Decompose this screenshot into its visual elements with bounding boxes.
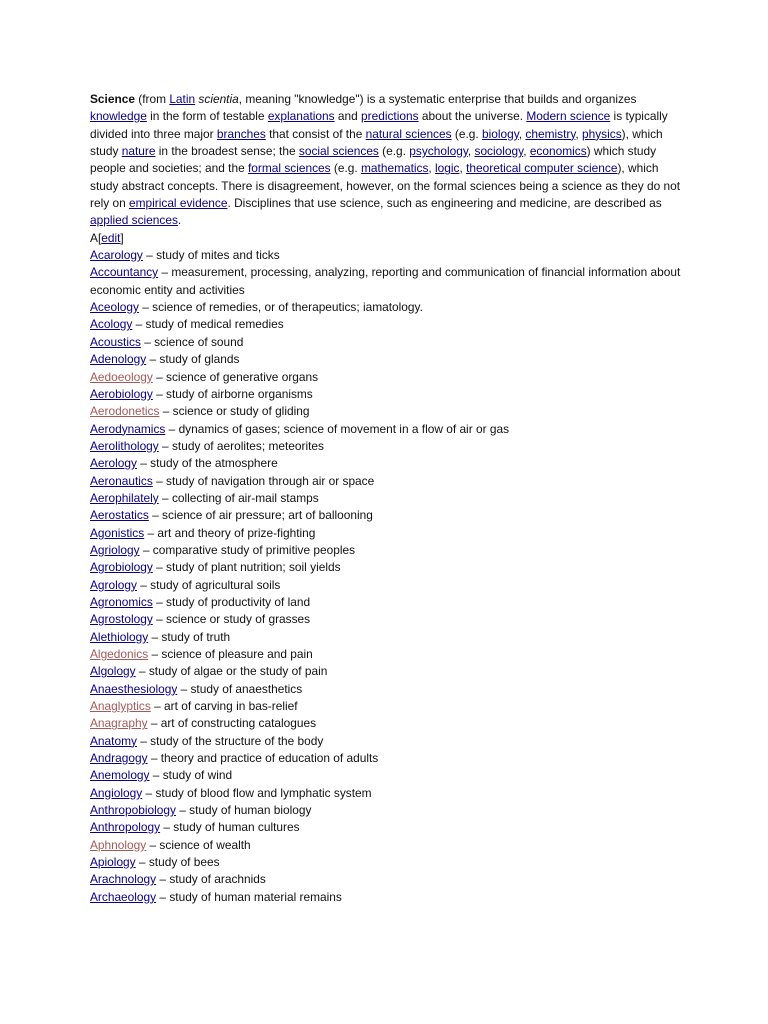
term-definition: – study of human material remains [156,889,342,904]
term-item [90,629,690,646]
intro-link-biology[interactable]: biology [481,126,519,141]
intro-link-formal-sciences[interactable]: formal sciences [248,161,331,176]
intro-link-applied-sciences[interactable]: applied sciences [90,213,178,228]
term-link[interactable]: Aedoeology [90,369,153,384]
intro-text-run: , [518,126,526,141]
term-link[interactable]: Aerodynamics [90,421,166,436]
term-link[interactable]: Aceology [90,300,139,315]
intro-link-latin[interactable]: Latin [169,92,196,106]
term-definition: – study of truth [148,629,231,644]
term-link[interactable]: Aerostatics [90,508,149,523]
term-definition: – theory and practice of education of adults [147,751,379,766]
intro-text-run: ) which study people and societies; and the [90,144,657,176]
term-definition: – art and theory of prize-fighting [144,525,316,540]
terms-list [90,247,690,906]
term-link[interactable]: Aeronautics [90,473,153,488]
term-link[interactable]: Aerology [90,456,137,471]
intro-text-run: in the broadest sense; the [155,144,299,159]
term-link[interactable]: Anaesthesiology [90,681,178,696]
term-definition: – study of mites and ticks [142,248,280,263]
intro-bold-term: Science [90,92,135,106]
term-link[interactable]: Agonistics [90,525,145,540]
term-item [90,316,690,333]
term-definition: – study of plant nutrition; soil yields [152,560,341,575]
intro-text-run: , [459,161,467,176]
intro-paragraph [90,91,690,230]
term-definition: – comparative study of primitive peoples [139,542,356,557]
term-item [90,646,690,663]
term-definition: – study of navigation through air or space [152,473,375,488]
term-link[interactable]: Anatomy [90,733,137,748]
term-item [90,247,690,264]
intro-text-run: (e.g. [451,126,482,141]
term-definition: – study of the atmosphere [136,456,278,471]
term-item [90,750,690,767]
intro-text-run: in the form of testable [146,109,268,124]
term-definition: – science of air pressure; art of ballooning [148,508,373,523]
term-link[interactable]: Apiology [90,855,136,870]
term-link[interactable]: Aerobiology [90,386,153,401]
intro-link-empirical-evidence[interactable]: empirical evidence [129,196,228,211]
intro-link-explanations[interactable]: explanations [267,109,335,124]
term-link[interactable]: Agrobiology [90,560,153,575]
intro-text [90,91,690,230]
term-item [90,577,690,594]
term-link[interactable]: Aerophilately [90,490,159,505]
intro-link-psychology[interactable]: psychology [409,144,468,159]
intro-text-run: , [523,144,530,159]
intro-text-run: (e.g. [330,161,362,176]
intro-link-knowledge[interactable]: knowledge [90,109,147,124]
term-link[interactable]: Agronomics [90,594,153,609]
term-definition: – study of glands [146,352,240,367]
term-link[interactable]: Acology [90,317,133,332]
term-item [90,715,690,732]
intro-text-run: ), which study abstract concepts. There is disagreement, however, on the formal sciences being a science as they do not rely on [90,161,681,211]
term-item [90,889,690,906]
term-item [90,473,690,490]
intro-link-theoretical-computer-science[interactable]: theoretical computer science [466,161,618,176]
term-item [90,490,690,507]
term-link[interactable]: Adenology [90,352,147,367]
intro-text-run: (from [134,92,170,106]
term-definition: – science of remedies, or of therapeutics; iamatology. [138,300,423,315]
edit-bracket-close: ] [120,230,124,245]
term-definition: – study of algae or the study of pain [135,664,328,679]
intro-text-run: is typically divided into three major [90,109,668,141]
term-item [90,785,690,802]
term-link[interactable]: Anthropobiology [90,803,176,818]
term-link[interactable]: Andragogy [90,751,148,766]
term-definition: – study of medical remedies [132,317,284,332]
intro-link-predictions[interactable]: predictions [361,109,419,124]
term-definition: – study of productivity of land [152,594,311,609]
term-item [90,802,690,819]
term-item [90,871,690,888]
term-definition: – art of carving in bas-relief [150,699,298,714]
term-definition: – study of the structure of the body [136,733,324,748]
term-link[interactable]: Archaeology [90,889,157,904]
intro-link-economics[interactable]: economics [529,144,587,159]
term-link[interactable]: Aerodonetics [90,404,160,419]
intro-text-run: ), which study [90,126,663,159]
edit-link[interactable]: edit [101,230,121,245]
term-link[interactable]: Algology [90,664,136,679]
intro-text-run: , meaning "knowledge") is a systematic enterprise that builds and organizes [238,92,637,106]
term-link[interactable]: Angiology [90,785,143,800]
term-definition: – science of pleasure and pain [148,647,313,661]
document-page [90,91,690,906]
intro-link-mathematics[interactable]: mathematics [361,161,429,176]
term-link[interactable]: Aerolithology [90,438,159,453]
intro-italic-term: scientia [198,92,239,106]
intro-link-branches[interactable]: branches [216,126,266,141]
term-item [90,767,690,784]
term-link[interactable]: Acarology [90,248,143,263]
term-definition: – art of constructing catalogues [147,716,317,731]
term-definition: – measurement, processing, analyzing, reporting and communication of financial information about economic entity and activities [90,265,681,297]
intro-link-nature[interactable]: nature [121,144,156,159]
term-link[interactable]: Anthropology [90,820,161,835]
term-definition: – dynamics of gases; science of movement in a flow of air or gas [165,421,510,436]
term-link[interactable]: Anaglyptics [90,699,151,714]
term-link[interactable]: Accountancy [90,265,159,280]
term-item [90,264,690,299]
term-definition: – science or study of gliding [159,404,310,419]
intro-link-chemistry[interactable]: chemistry [525,126,576,141]
term-item [90,733,690,750]
term-link[interactable]: Agrology [90,577,137,592]
term-item [90,837,690,854]
intro-text-run: that consist of the [265,126,366,141]
intro-link-logic[interactable]: logic [435,161,460,176]
term-item [90,559,690,576]
intro-text-run: about the universe. [418,109,527,124]
term-item [90,525,690,542]
term-item [90,438,690,455]
term-item [90,854,690,871]
intro-text-run: . Disciplines that use science, such as engineering and medicine, are described as [227,196,662,211]
term-definition: – study of blood flow and lymphatic system [142,785,372,800]
section-header-a [90,230,690,247]
section-letter: A [90,230,98,245]
term-definition: – study of anaesthetics [177,681,303,696]
intro-link-natural-sciences[interactable]: natural sciences [365,126,452,141]
intro-text-run: , [575,126,583,141]
term-link[interactable]: Arachnology [90,872,157,887]
term-definition: – study of agricultural soils [136,577,281,592]
term-item [90,681,690,698]
term-item [90,507,690,524]
term-item [90,299,690,316]
intro-link-physics[interactable]: physics [582,126,622,141]
term-item [90,663,690,680]
term-link[interactable]: Aphnology [90,837,147,852]
term-item [90,334,690,351]
term-definition: – study of wind [149,768,233,783]
term-definition: – collecting of air-mail stamps [158,490,319,505]
term-definition: – study of aerolites; meteorites [158,438,324,453]
term-item [90,386,690,403]
term-item [90,455,690,472]
intro-text-run: and [334,109,362,124]
term-definition: – science or study of grasses [152,612,311,627]
term-item [90,611,690,628]
term-definition: – science of generative organs [152,369,319,384]
intro-text-run: . [177,213,182,228]
term-definition: – science of sound [140,334,244,349]
term-link[interactable]: Algedonics [90,647,149,661]
edit-bracket-open: [ [97,230,102,245]
term-definition: – science of wealth [146,837,251,852]
term-definition: – study of human biology [175,803,312,818]
term-item [90,594,690,611]
term-definition: – study of arachnids [156,872,266,887]
term-link[interactable]: Anagraphy [90,716,148,731]
term-link[interactable]: Alethiology [90,629,149,644]
term-item [90,421,690,438]
term-link[interactable]: Agrostology [90,612,153,627]
term-definition: – study of airborne organisms [152,386,313,401]
term-definition: – study of bees [135,855,220,870]
term-item [90,369,690,386]
intro-link-modern-science[interactable]: Modern science [526,109,611,124]
intro-link-sociology[interactable]: sociology [474,144,524,159]
intro-text-run: , [467,144,475,159]
term-item [90,698,690,715]
term-definition: – study of human cultures [160,820,300,835]
term-item [90,351,690,368]
intro-text-run: (e.g. [378,144,410,159]
term-item [90,403,690,420]
intro-link-social-sciences[interactable]: social sciences [298,144,379,159]
term-link[interactable]: Acoustics [90,334,141,349]
intro-text-run: , [428,161,436,176]
term-item [90,819,690,836]
term-item [90,542,690,559]
term-link[interactable]: Anemology [90,768,150,783]
term-link[interactable]: Agriology [90,542,140,557]
